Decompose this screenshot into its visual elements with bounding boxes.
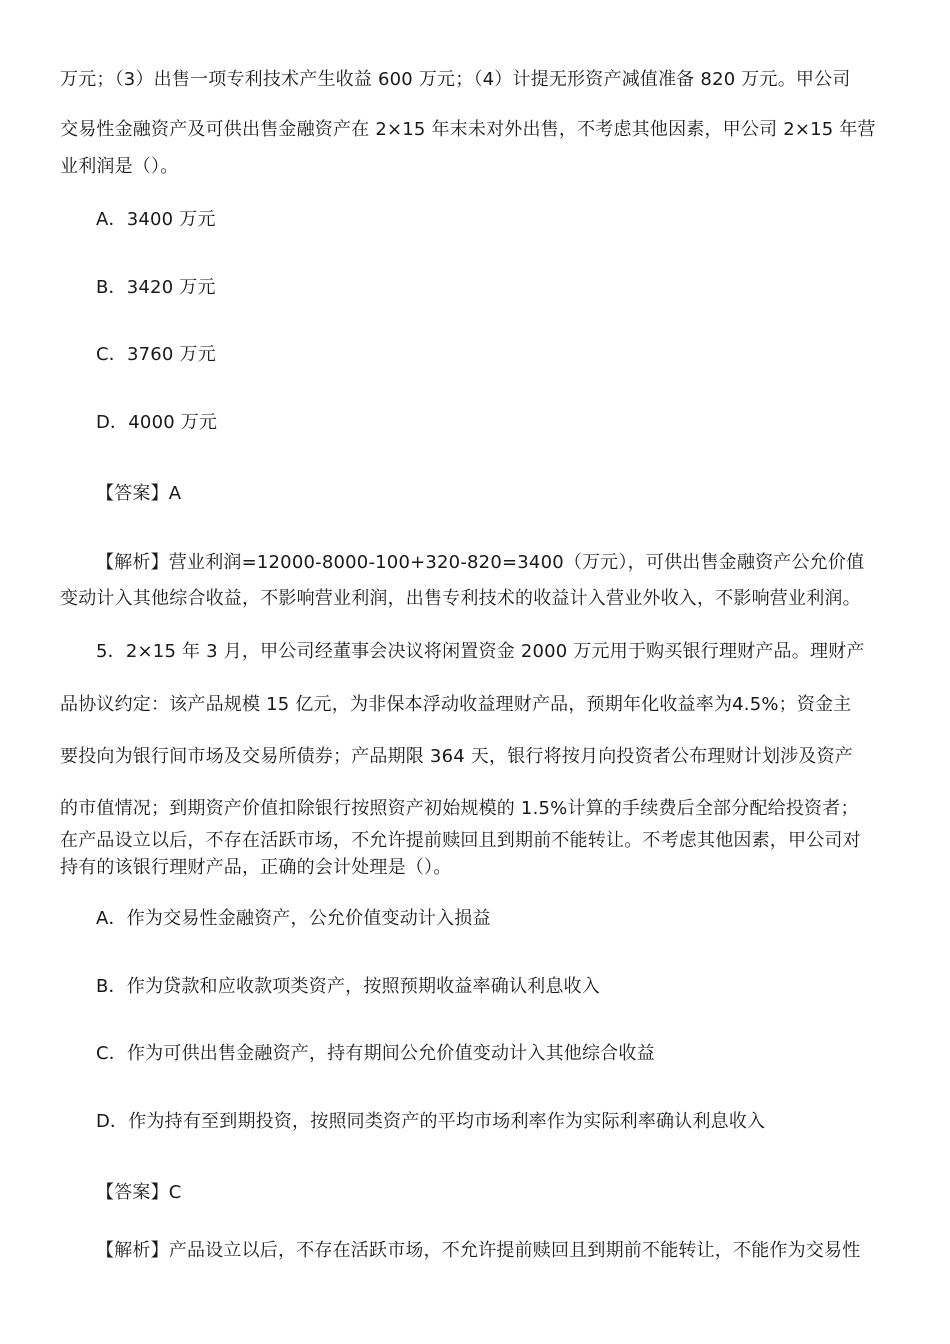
- q4-option-a: A．3400 万元: [96, 209, 216, 230]
- q5-stem-line-5: 在产品设立以后，不存在活跃市场，不允许提前赎回且到期前不能转让。不考虑其他因素，甲公司对: [60, 830, 861, 851]
- q5-answer: 【答案】C: [96, 1182, 182, 1203]
- q4-analysis-line-2: 变动计入其他综合收益，不影响营业利润，出售专利技术的收益计入营业外收入，不影响营业利润。: [60, 588, 861, 609]
- q4-answer: 【答案】A: [96, 483, 182, 504]
- q5-stem-line-2: 品协议约定：该产品规模 15 亿元，为非保本浮动收益理财产品，预期年化收益率为4.5%；资金主: [60, 694, 852, 715]
- q4-stem-line-3: 业利润是（）。: [60, 156, 179, 177]
- q4-option-c: C．3760 万元: [96, 344, 216, 365]
- q5-option-c: C．作为可供出售金融资产，持有期间公允价值变动计入其他综合收益: [96, 1043, 655, 1064]
- q4-option-b: B．3420 万元: [96, 277, 216, 298]
- q5-stem-line-4: 的市值情况；到期资产价值扣除银行按照资产初始规模的 1.5%计算的手续费后全部分配给投资者；: [60, 798, 859, 819]
- q5-option-b: B．作为贷款和应收款项类资产，按照预期收益率确认利息收入: [96, 976, 600, 997]
- q5-analysis-line-1: 【解析】产品设立以后，不存在活跃市场，不允许提前赎回且到期前不能转让，不能作为交易性: [96, 1240, 861, 1261]
- q5-stem-line-6: 持有的该银行理财产品，正确的会计处理是（）。: [60, 857, 452, 878]
- q4-stem-line-1: 万元；（3）出售一项专利技术产生收益 600 万元；（4）计提无形资产减值准备 820 万元。甲公司: [60, 69, 851, 90]
- q4-stem-line-2: 交易性金融资产及可供出售金融资产在 2×15 年末未对外出售，不考虑其他因素，甲公司 2×15 年营: [60, 119, 876, 140]
- q5-stem-line-3: 要投向为银行间市场及交易所债券；产品期限 364 天，银行将按月向投资者公布理财计划涉及资产: [60, 746, 853, 767]
- q4-option-d: D．4000 万元: [96, 412, 218, 433]
- q5-option-a: A．作为交易性金融资产，公允价值变动计入损益: [96, 908, 491, 929]
- q5-option-d: D．作为持有至到期投资，按照同类资产的平均市场利率作为实际利率确认利息收入: [96, 1111, 766, 1132]
- q5-stem-line-1: 5．2×15 年 3 月，甲公司经董事会决议将闲置资金 2000 万元用于购买银行理财产品。理财产: [96, 641, 865, 662]
- q4-analysis-line-1: 【解析】营业利润=12000-8000-100+320-820=3400（万元），可供出售金融资产公允价值: [96, 552, 865, 573]
